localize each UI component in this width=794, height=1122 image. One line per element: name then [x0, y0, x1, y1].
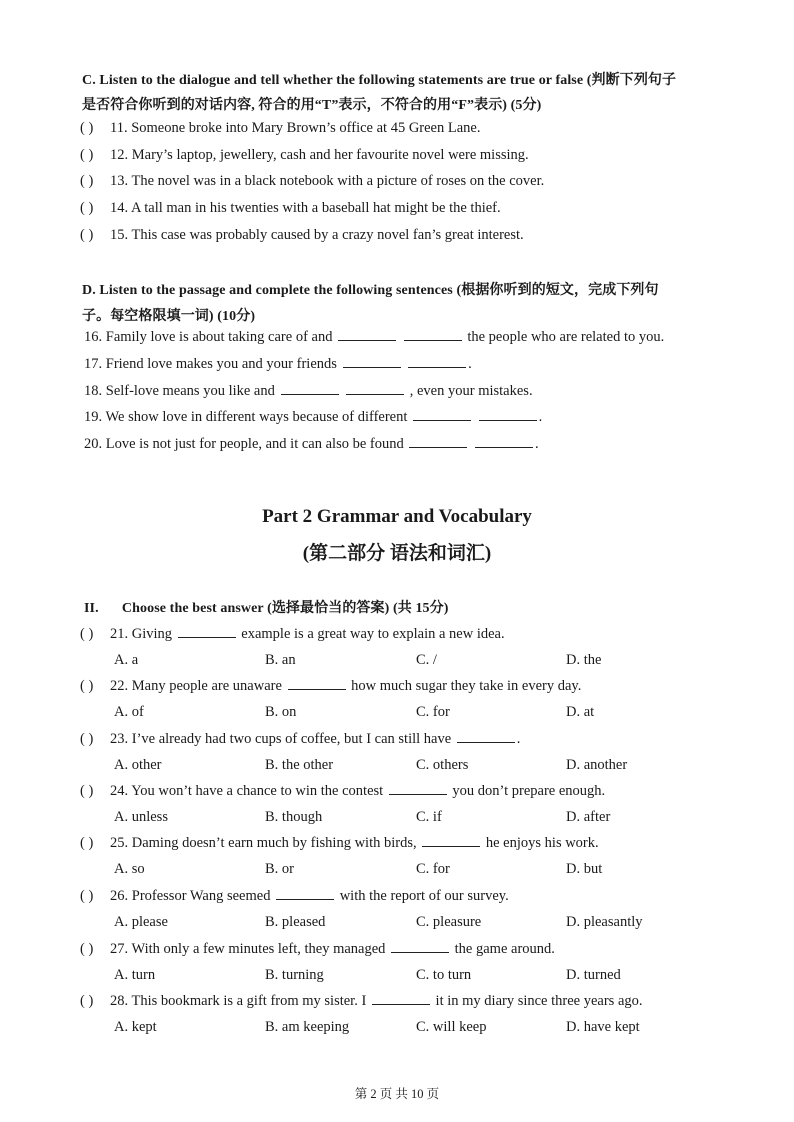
item-number: 14.: [110, 200, 129, 216]
question-text-end: .: [516, 731, 521, 747]
answer-bracket[interactable]: ( ): [80, 941, 94, 957]
answer-blank-2[interactable]: [346, 393, 404, 395]
question-stem: [80, 783, 605, 800]
section-ii-instruction: Choose the best answer (选择最恰当的答案) (共 15分): [121, 601, 449, 616]
question-stem: [80, 941, 555, 958]
question-text-end: how much sugar they take in every day.: [351, 678, 582, 694]
answer-bracket[interactable]: ( ): [80, 626, 94, 642]
question-text-start: With only a few minutes left, they managed: [131, 941, 386, 957]
item-number: 15.: [110, 227, 129, 243]
question-text-start: This bookmark is a gift from my sister. I: [131, 993, 367, 1009]
question-text-end: you don’t prepare enough.: [452, 783, 606, 799]
option-c[interactable]: C. to turn: [416, 967, 472, 983]
question-text-end: with the report of our survey.: [339, 888, 509, 904]
sentence-start: 16. Family love is about taking care of and: [84, 329, 333, 345]
answer-blank-2[interactable]: [479, 419, 537, 421]
option-c[interactable]: C. will keep: [416, 1019, 487, 1035]
option-c[interactable]: C. pleasure: [416, 914, 482, 930]
answer-bracket[interactable]: ( ): [80, 173, 94, 189]
option-b[interactable]: B. turning: [265, 967, 324, 983]
answer-bracket[interactable]: ( ): [80, 200, 94, 216]
option-c[interactable]: C. /: [416, 652, 437, 668]
question-text-end: it in my diary since three years ago.: [435, 993, 643, 1009]
answer-blank[interactable]: [422, 845, 480, 847]
question-stem: [80, 835, 599, 852]
part2-subtitle: (第二部分 语法和词汇): [302, 543, 492, 564]
answer-bracket[interactable]: ( ): [80, 783, 94, 799]
answer-blank[interactable]: [457, 741, 515, 743]
question-text-end: he enjoys his work.: [485, 835, 599, 851]
answer-blank-1[interactable]: [409, 446, 467, 448]
item-text: Someone broke into Mary Brown’s office at 45 Green Lane.: [131, 120, 481, 136]
sentence-start: 20. Love is not just for people, and it can also be found: [84, 436, 404, 452]
question-text-start: Daming doesn’t earn much by fishing with birds,: [131, 835, 417, 851]
section-ii-label: II.: [84, 601, 99, 616]
answer-bracket[interactable]: ( ): [80, 731, 94, 747]
answer-blank-2[interactable]: [408, 366, 466, 368]
sentence-start: 19. We show love in different ways because of different: [84, 409, 408, 425]
answer-bracket[interactable]: ( ): [80, 888, 94, 904]
question-number: 21.: [110, 626, 129, 642]
section-d-heading-line2: 子。每空格限填一词) (10分): [82, 309, 256, 324]
option-d[interactable]: D. pleasantly: [566, 914, 643, 930]
question-text-start: Giving: [131, 626, 173, 642]
true-false-item: [80, 200, 501, 217]
answer-blank[interactable]: [178, 636, 236, 638]
answer-blank-1[interactable]: [281, 393, 339, 395]
sentence-end: .: [538, 409, 543, 425]
option-d[interactable]: D. after: [566, 809, 611, 825]
item-text: A tall man in his twenties with a baseball hat might be the thief.: [130, 200, 501, 216]
option-d[interactable]: D. the: [566, 652, 602, 668]
item-text: The novel was in a black notebook with a picture of roses on the cover.: [131, 173, 545, 189]
question-text-start: I’ve already had two cups of coffee, but I can still have: [131, 731, 452, 747]
answer-bracket[interactable]: ( ): [80, 120, 94, 136]
answer-blank-2[interactable]: [404, 339, 462, 341]
option-a[interactable]: A. other: [114, 757, 162, 773]
question-text-start: Many people are unaware: [131, 678, 282, 694]
answer-blank[interactable]: [276, 898, 334, 900]
option-d[interactable]: D. but: [566, 861, 603, 877]
question-number: 26.: [110, 888, 129, 904]
option-b[interactable]: B. am keeping: [265, 1019, 350, 1035]
answer-blank[interactable]: [372, 1003, 430, 1005]
answer-blank-1[interactable]: [413, 419, 471, 421]
option-a[interactable]: A. a: [114, 652, 139, 668]
answer-blank-2[interactable]: [475, 446, 533, 448]
question-stem: [80, 626, 505, 643]
option-b[interactable]: B. an: [265, 652, 296, 668]
fill-in-sentence: [84, 329, 664, 346]
fill-in-sentence: [84, 436, 539, 453]
section-c-heading-line1: C. Listen to the dialogue and tell whether the following statements are true or false (判断下列句子: [82, 73, 677, 88]
option-d[interactable]: D. another: [566, 757, 628, 773]
question-number: 24.: [110, 783, 129, 799]
option-a[interactable]: A. unless: [114, 809, 168, 825]
question-text-start: You won’t have a chance to win the contest: [131, 783, 384, 799]
sentence-end: the people who are related to you.: [467, 329, 665, 345]
question-number: 23.: [110, 731, 129, 747]
option-c[interactable]: C. for: [416, 704, 450, 720]
question-number: 25.: [110, 835, 129, 851]
answer-bracket[interactable]: ( ): [80, 227, 94, 243]
sentence-start: 18. Self-love means you like and: [84, 383, 275, 399]
option-d[interactable]: D. turned: [566, 967, 621, 983]
option-c[interactable]: C. for: [416, 861, 450, 877]
option-a[interactable]: A. so: [114, 861, 145, 877]
answer-blank-1[interactable]: [343, 366, 401, 368]
option-a[interactable]: A. turn: [114, 967, 156, 983]
answer-bracket[interactable]: ( ): [80, 678, 94, 694]
question-stem: [80, 731, 520, 748]
sentence-end: .: [535, 436, 539, 452]
answer-bracket[interactable]: ( ): [80, 835, 94, 851]
option-a[interactable]: A. please: [114, 914, 168, 930]
item-number: 12.: [110, 147, 129, 163]
item-number: 13.: [110, 173, 129, 189]
question-number: 22.: [110, 678, 129, 694]
item-text: Mary’s laptop, jewellery, cash and her favourite novel were missing.: [131, 147, 529, 163]
section-d-heading-line1: D. Listen to the passage and complete the following sentences (根据你听到的短文，完成下列句: [82, 283, 659, 298]
option-b[interactable]: B. pleased: [265, 914, 326, 930]
question-stem: [80, 888, 509, 905]
option-a[interactable]: A. of: [114, 704, 144, 720]
option-d[interactable]: D. at: [566, 704, 595, 720]
section-c-heading-line2: 是否符合你听到的对话内容, 符合的用“T”表示，不符合的用“F”表示) (5分): [82, 98, 542, 113]
option-c[interactable]: C. others: [416, 757, 469, 773]
true-false-item: [80, 227, 524, 244]
true-false-item: [80, 173, 544, 190]
option-b[interactable]: B. though: [265, 809, 323, 825]
option-b[interactable]: B. or: [265, 861, 294, 877]
answer-blank[interactable]: [288, 688, 346, 690]
question-text-end: the game around.: [454, 941, 555, 957]
option-b[interactable]: B. on: [265, 704, 297, 720]
option-b[interactable]: B. the other: [265, 757, 334, 773]
question-number: 28.: [110, 993, 129, 1009]
question-text-end: example is a great way to explain a new idea.: [241, 626, 505, 642]
true-false-item: [80, 147, 529, 164]
part2-title: Part 2 Grammar and Vocabulary: [262, 506, 532, 527]
sentence-end: , even your mistakes.: [409, 383, 533, 399]
answer-bracket[interactable]: ( ): [80, 993, 94, 1009]
sentence-start: 17. Friend love makes you and your friends: [84, 356, 337, 372]
section-ii-heading: [84, 597, 449, 617]
fill-in-sentence: [84, 383, 533, 400]
page-footer: 第 2 页 共 10 页: [354, 1087, 440, 1101]
item-number: 11.: [110, 120, 128, 136]
fill-in-sentence: [84, 409, 542, 426]
answer-blank[interactable]: [389, 793, 447, 795]
true-false-item: [80, 120, 480, 137]
question-stem: [80, 678, 581, 695]
option-d[interactable]: D. have kept: [566, 1019, 640, 1035]
answer-blank-1[interactable]: [338, 339, 396, 341]
fill-in-sentence: [84, 356, 472, 373]
sentence-end: .: [468, 356, 472, 372]
answer-bracket[interactable]: ( ): [80, 147, 94, 163]
option-a[interactable]: A. kept: [114, 1019, 157, 1035]
question-stem: [80, 993, 643, 1010]
question-text-start: Professor Wang seemed: [131, 888, 271, 904]
option-c[interactable]: C. if: [416, 809, 442, 825]
question-number: 27.: [110, 941, 129, 957]
item-text: This case was probably caused by a crazy novel fan’s great interest.: [131, 227, 524, 243]
answer-blank[interactable]: [391, 951, 449, 953]
